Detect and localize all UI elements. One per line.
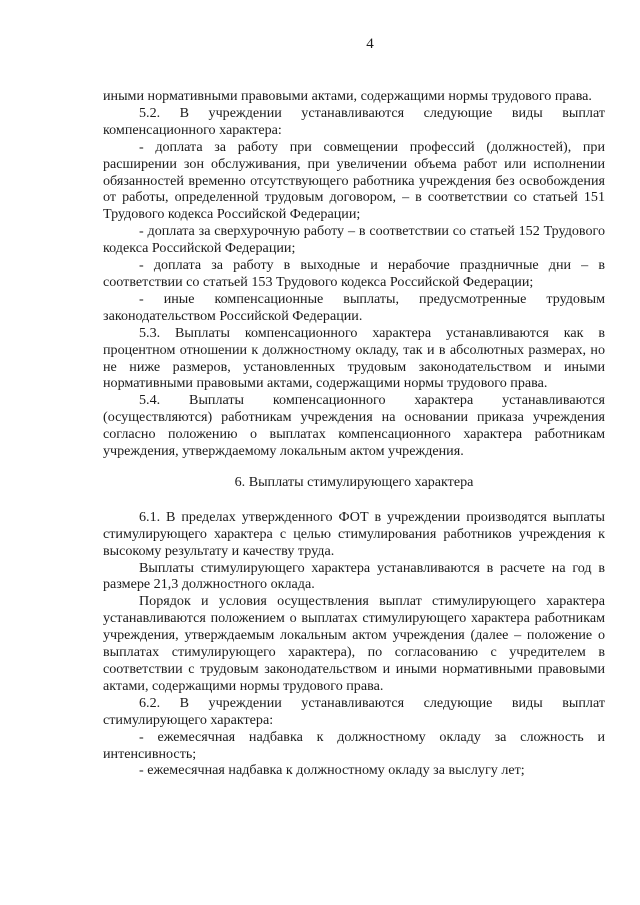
list-item: - доплата за работу в выходные и нерабочие праздничные дни – в соответствии со статьей 153 Трудового кодекса Российской Федерации;: [103, 257, 605, 290]
clause-6-2: 6.2. В учреждении устанавливаются следующие виды выплат стимулирующего характера:: [103, 694, 605, 728]
clause-6-1: 6.1. В пределах утвержденного ФОТ в учреждении производятся выплаты стимулирующего характера с целью стимулирования работников учреждения к высокому результату и качеству труда.: [103, 508, 605, 559]
list-item: - ежемесячная надбавка к должностному окладу за выслугу лет;: [139, 762, 525, 779]
section-heading: 6. Выплаты стимулирующего характера: [234, 473, 474, 490]
page-number: 4: [366, 36, 374, 52]
list-item: - доплата за сверхурочную работу – в соответствии со статьей 152 Трудового кодекса Российской Федерации;: [103, 223, 605, 257]
list-item: - иные компенсационные выплаты, предусмотренные трудовым законодательством Российской Федерации.: [103, 290, 605, 324]
clause-5-2: 5.2. В учреждении устанавливаются следующие виды выплат компенсационного характера:: [103, 104, 605, 138]
list-item: - ежемесячная надбавка к должностному окладу за сложность и интенсивность;: [103, 728, 605, 762]
paragraph: Порядок и условия осуществления выплат стимулирующего характера устанавливаются положением о выплатах стимулирующего характера работникам учреждения, утверждаемым локальным актом учреждения (далее – положение о выплатах стимулирующего характера), по согласованию с учредителем в соответствии с трудовым законодательством и иными нормативными правовыми актами, содержащими нормы трудового права.: [103, 593, 605, 694]
paragraph: Выплаты стимулирующего характера устанавливаются в расчете на год в размере 21,3 должностного оклада.: [103, 559, 605, 593]
list-item: - доплата за работу при совмещении профессий (должностей), при расширении зон обслуживания, при увеличении объема работ или исполнении обязанностей временно отсутствующего работника учреждения без освобождения от работы, определенной трудовым договором, – в соответствии со статьей 151 Трудового кодекса Российской Федерации;: [103, 138, 605, 223]
paragraph-continuation: иными нормативными правовыми актами, содержащими нормы трудового права.: [103, 88, 592, 104]
document-body: [103, 88, 605, 779]
clause-5-4: 5.4. Выплаты компенсационного характера устанавливаются (осуществляются) работникам учреждения на основании приказа учреждения согласно положению о выплатах компенсационного характера работникам учреждения, утверждаемому локальным актом учреждения.: [103, 392, 605, 460]
clause-5-3: 5.3. Выплаты компенсационного характера устанавливаются как в процентном отношении к должностному окладу, так и в абсолютных размерах, но не ниже размеров, установленных трудовым законодательством и иными нормативными правовыми актами, содержащими нормы трудового права.: [103, 324, 605, 392]
